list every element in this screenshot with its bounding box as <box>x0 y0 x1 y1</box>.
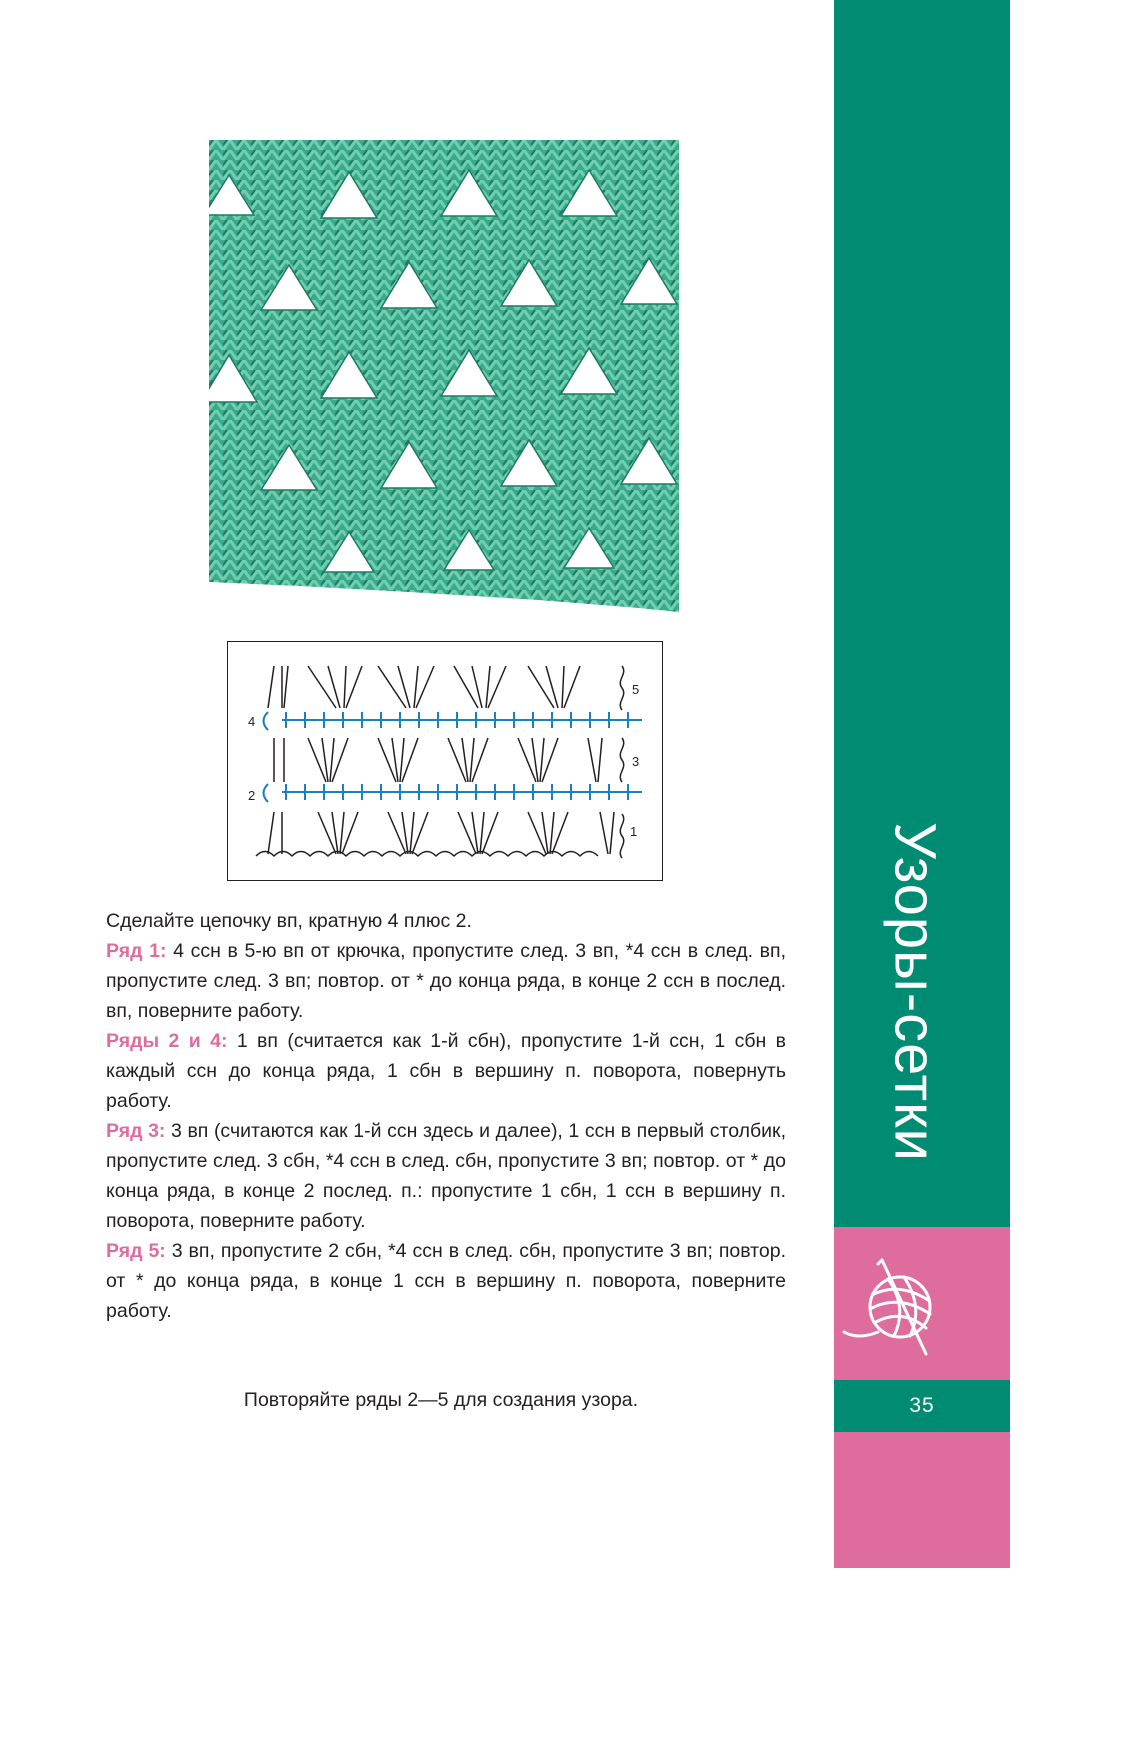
page-number: 35 <box>834 1380 1010 1432</box>
repeat-note: Повторяйте ряды 2—5 для создания узора. <box>243 1389 639 1411</box>
intro-line: Сделайте цепочку вп, кратную 4 плюс 2. <box>106 910 472 932</box>
crochet-chart <box>227 641 663 881</box>
row-3-instruction <box>106 1116 786 1236</box>
row-label-1: 1 <box>630 824 638 839</box>
row-2-4-text: 1 вп (считается как 1-й сбн), пропустите 1-й ссн, 1 сбн в каждый ссн до конца ряда, 1 сбн в вершину п. поворота, повернуть работу. <box>106 1030 786 1112</box>
row-2-4-label: Ряды 2 и 4: <box>106 1030 228 1052</box>
row-1-text: 4 ссн в 5-ю вп от крючка, пропустите след. 3 вп, *4 ссн в след. вп, пропустите след. 3 вп; повтор. от * до конца ряда, в конце 2 ссн в послед. вп, поверните работу. <box>106 940 786 1022</box>
row-5-instruction <box>106 1236 786 1326</box>
row-2-4-instruction <box>106 1026 786 1116</box>
yarn-ball-icon <box>838 1252 948 1362</box>
crochet-sample-photo <box>209 140 679 612</box>
row-3-text: 3 вп (считаются как 1-й ссн здесь и далее), 1 ссн в первый столбик, пропустите след. 3 сбн, *4 ссн в след. сбн, пропустите 3 вп; повтор. от * до конца ряда, в конце 2 послед. п.: пропустите 1 сбн, 1 ссн в вершину п. поворота, поверните работу. <box>106 1120 787 1232</box>
row-label-4: 4 <box>248 714 256 729</box>
row-3-label: Ряд 3: <box>106 1120 166 1142</box>
row-1-instruction <box>106 936 786 1026</box>
row-label-5: 5 <box>632 682 640 697</box>
row-5-label: Ряд 5: <box>106 1240 166 1262</box>
section-title: Узоры-сетки <box>882 822 948 1162</box>
row-label-3: 3 <box>632 754 640 769</box>
row-label-2: 2 <box>248 788 256 803</box>
row-1-label: Ряд 1: <box>106 940 167 962</box>
instructions <box>106 906 786 1326</box>
sidebar-pink-bottom <box>834 1432 1010 1568</box>
row-5-text: 3 вп, пропустите 2 сбн, *4 ссн в след. сбн, пропустите 3 вп; повтор. от * до конца ряда, в конце 1 ссн в вершину п. поворота, поверните работу. <box>106 1240 786 1322</box>
